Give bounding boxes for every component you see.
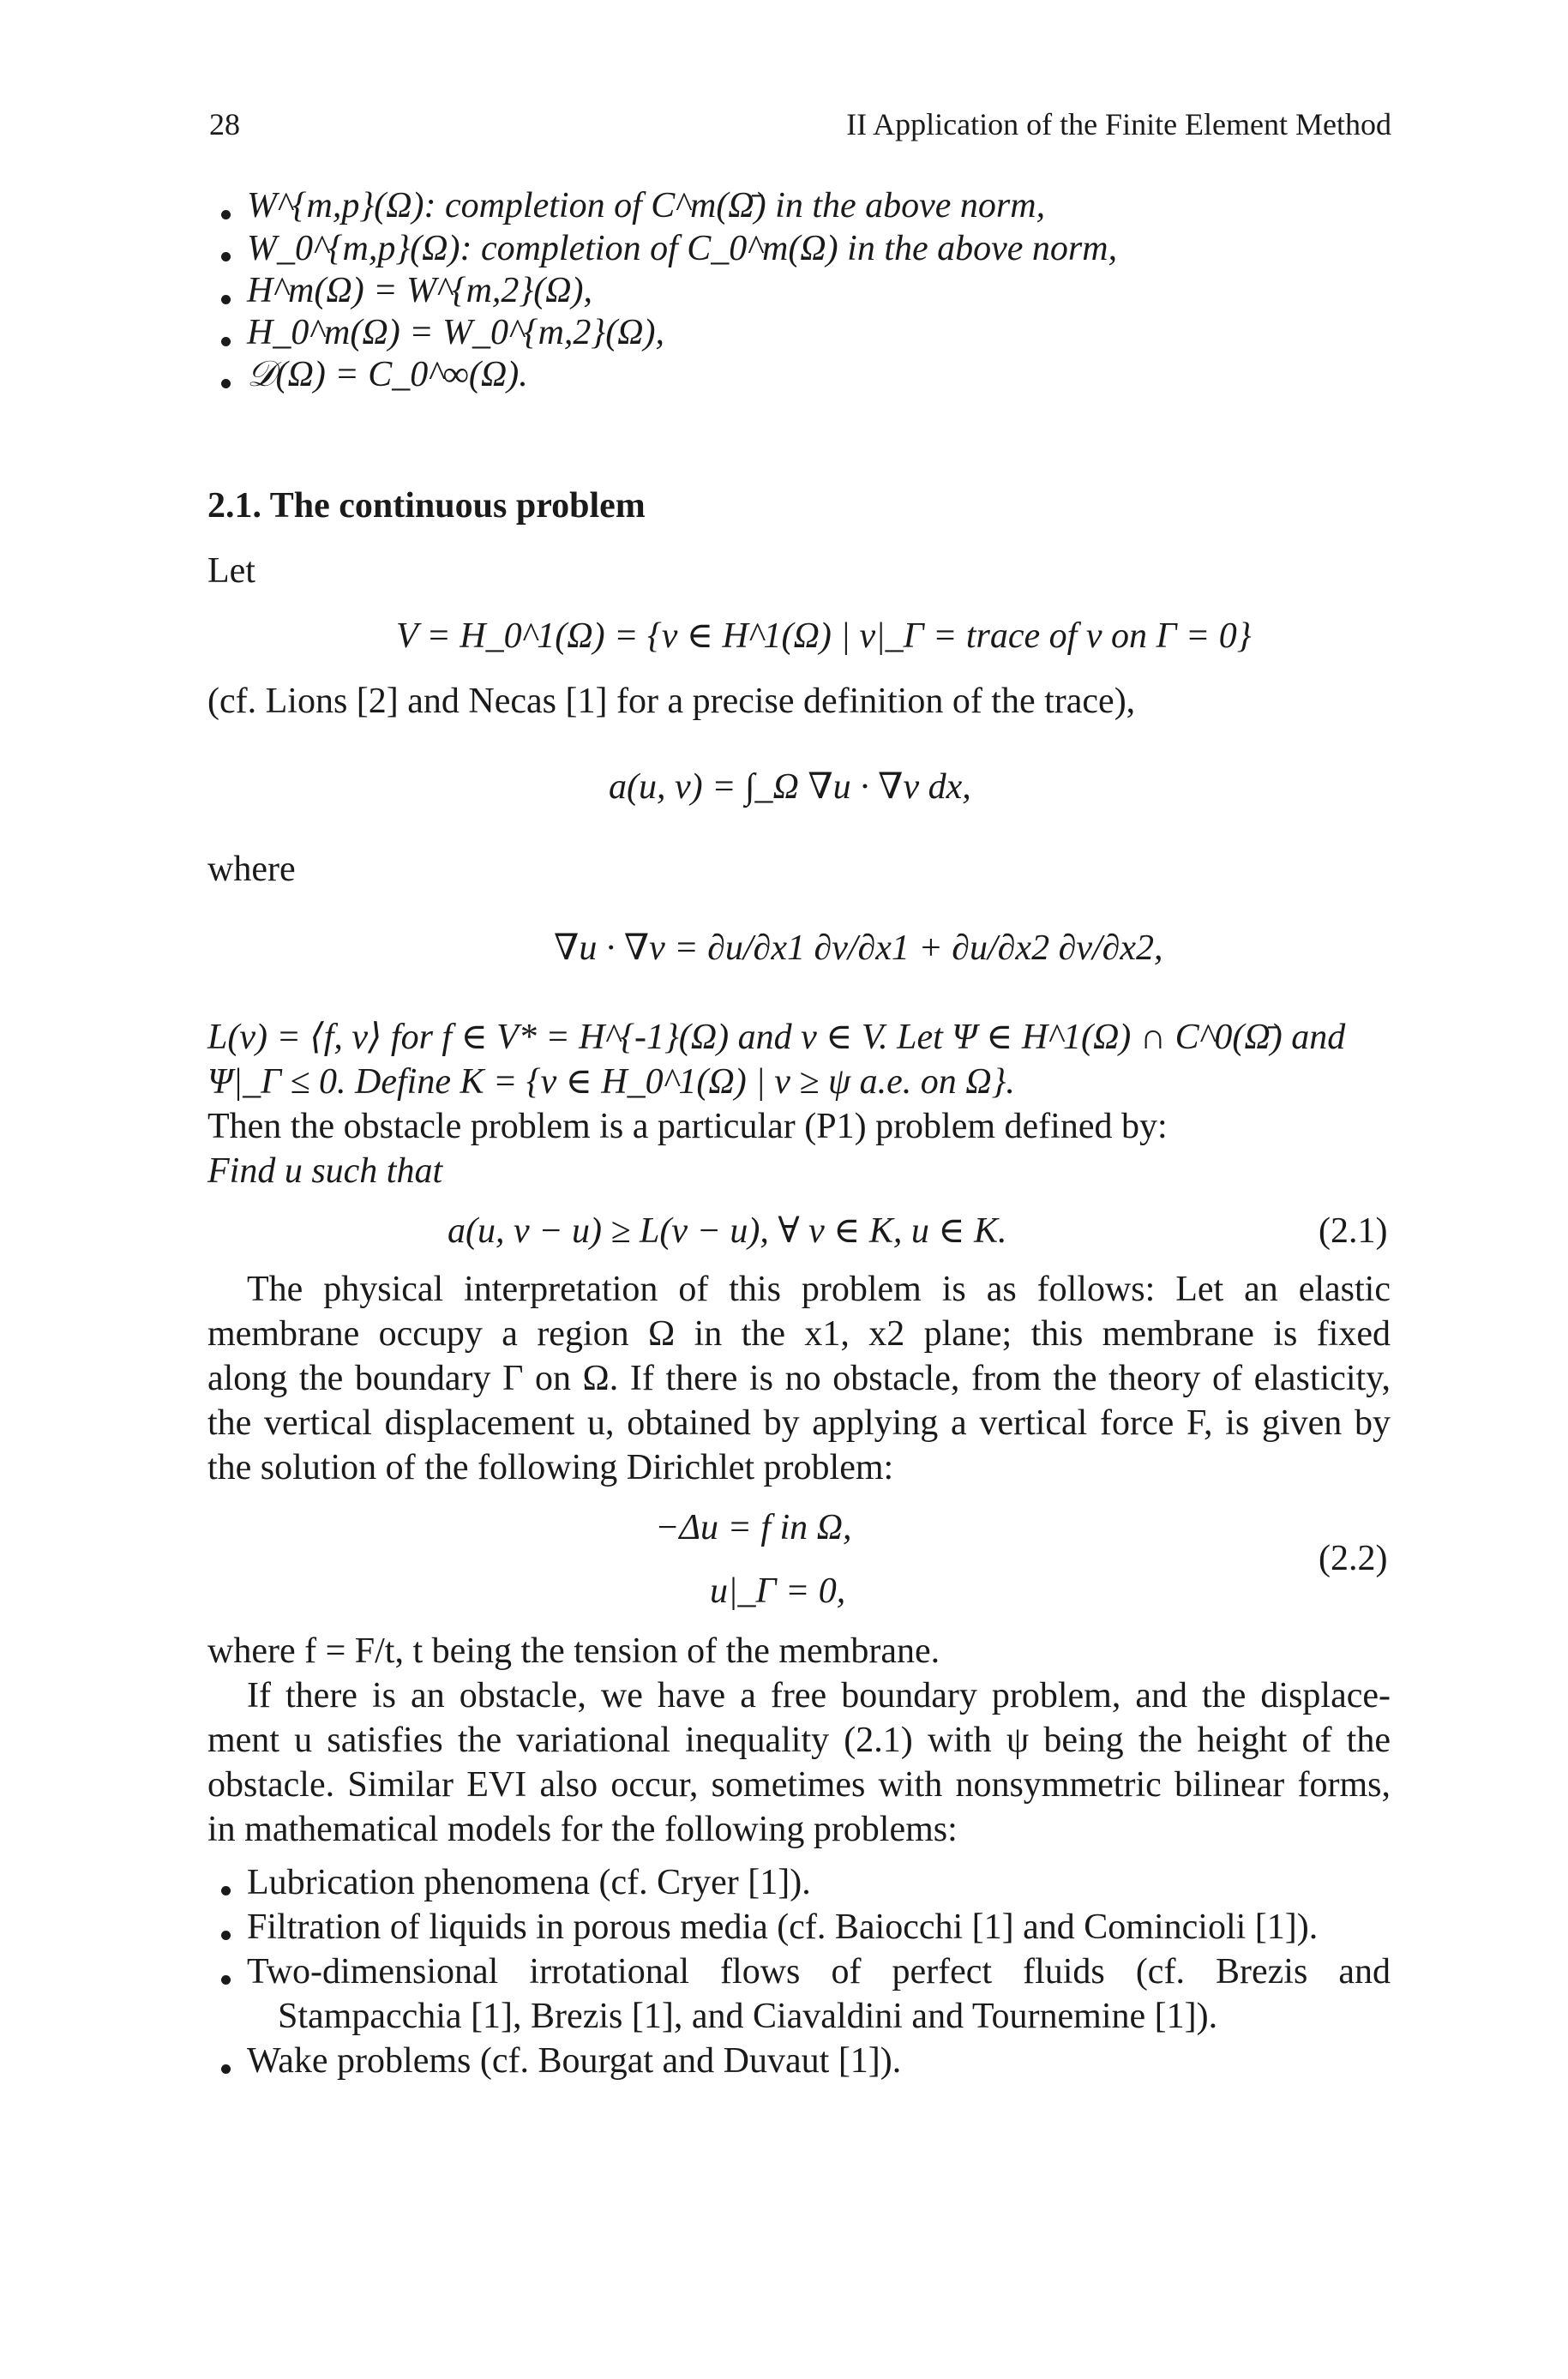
page-number: 28 [209, 107, 240, 141]
paragraph-line: obstacle. Similar EVI also occur, sometimes with nonsymmetric bilinear forms, [207, 1765, 1391, 1805]
bullet-dot [221, 1931, 231, 1940]
paragraph-line: Then the obstacle problem is a particular (P1) problem defined by: [207, 1107, 1168, 1146]
paragraph-line: (cf. Lions [2] and Necas [1] for a precise definition of the trace), [207, 682, 1136, 721]
list-item: Lubrication phenomena (cf. Cryer [1]). [247, 1863, 811, 1902]
paragraph-line: Ψ|_Γ ≤ 0. Define K = {v ∈ H_0^1(Ω) | v ≥ ψ a.e. on Ω}. [207, 1062, 1015, 1102]
paragraph-line: the solution of the following Dirichlet problem: [207, 1448, 894, 1487]
definition-item: H_0^m(Ω) = W_0^{m,2}(Ω), [247, 313, 665, 352]
definition-item: H^m(Ω) = W^{m,2}(Ω), [247, 271, 593, 310]
paragraph-line: along the boundary Γ on Ω. If there is no obstacle, from the theory of elasticity, [207, 1359, 1391, 1398]
let-text: Let [207, 551, 255, 591]
paragraph-line: L(v) = ⟨f, v⟩ for f ∈ V* = H^{-1}(Ω) and v ∈ V. Let Ψ ∈ H^1(Ω) ∩ C^0(Ω̄) and [207, 1018, 1346, 1057]
section-number: 2.1. [207, 486, 261, 526]
bullet-dot [221, 379, 231, 388]
where-text: where [207, 850, 296, 889]
equation-2-2-line: u|_Γ = 0, [710, 1571, 846, 1611]
equation-a: a(u, v) = ∫_Ω ∇u · ∇v dx, [609, 767, 971, 807]
definition-item: 𝒟(Ω) = C_0^∞(Ω). [247, 355, 528, 394]
paragraph-line: membrane occupy a region Ω in the x1, x2 plane; this membrane is fixed [207, 1314, 1391, 1354]
list-item: Filtration of liquids in porous media (cf. Baiocchi [1] and Comincioli [1]). [247, 1907, 1319, 1947]
equation-label: (2.2) [1319, 1539, 1388, 1578]
section-title: The continuous problem [269, 486, 646, 526]
paragraph-line: ment u satisfies the variational inequality (2.1) with ψ being the height of the [207, 1721, 1391, 1760]
find-u-text: Find u such that [207, 1151, 443, 1191]
bullet-dot [221, 2064, 231, 2074]
paragraph-line: The physical interpretation of this problem is as follows: Let an elastic [247, 1270, 1391, 1309]
equation-V: V = H_0^1(Ω) = {v ∈ H^1(Ω) | v|_Γ = trace of v on Γ = 0} [396, 616, 1252, 656]
definition-item: W^{m,p}(Ω): completion of C^m(Ω̄) in the above norm, [247, 186, 1046, 225]
bullet-dot [221, 1975, 231, 1985]
bullet-dot [221, 1886, 231, 1895]
paragraph-line: If there is an obstacle, we have a free boundary problem, and the displace- [247, 1676, 1391, 1715]
bullet-dot [221, 295, 231, 304]
equation-gradient: ∇u · ∇v = ∂u/∂x1 ∂v/∂x1 + ∂u/∂x2 ∂v/∂x2, [554, 928, 1163, 968]
running-title: II Application of the Finite Element Method [846, 107, 1391, 141]
section-heading [207, 485, 646, 526]
list-item-continuation: Stampacchia [1], Brezis [1], and Ciavaldini and Tournemine [1]). [278, 1997, 1218, 2036]
equation-2-2-line: −Δu = f in Ω, [655, 1508, 852, 1547]
bullet-dot [221, 210, 231, 219]
equation-label: (2.1) [1319, 1211, 1388, 1251]
bullet-dot [221, 252, 231, 261]
paragraph-line: where f = F/t, t being the tension of the membrane. [207, 1631, 940, 1671]
definition-item: W_0^{m,p}(Ω): completion of C_0^m(Ω) in the above norm, [247, 229, 1118, 268]
bullet-dot [221, 337, 231, 346]
list-item: Two-dimensional irrotational flows of perfect fluids (cf. Brezis and [247, 1952, 1391, 1992]
paragraph-line: the vertical displacement u, obtained by applying a vertical force F, is given by [207, 1403, 1391, 1443]
equation-2-1: a(u, v − u) ≥ L(v − u), ∀ v ∈ K, u ∈ K. [448, 1211, 1007, 1251]
paragraph-line: in mathematical models for the following problems: [207, 1810, 958, 1849]
list-item: Wake problems (cf. Bourgat and Duvaut [1]). [247, 2041, 902, 2081]
